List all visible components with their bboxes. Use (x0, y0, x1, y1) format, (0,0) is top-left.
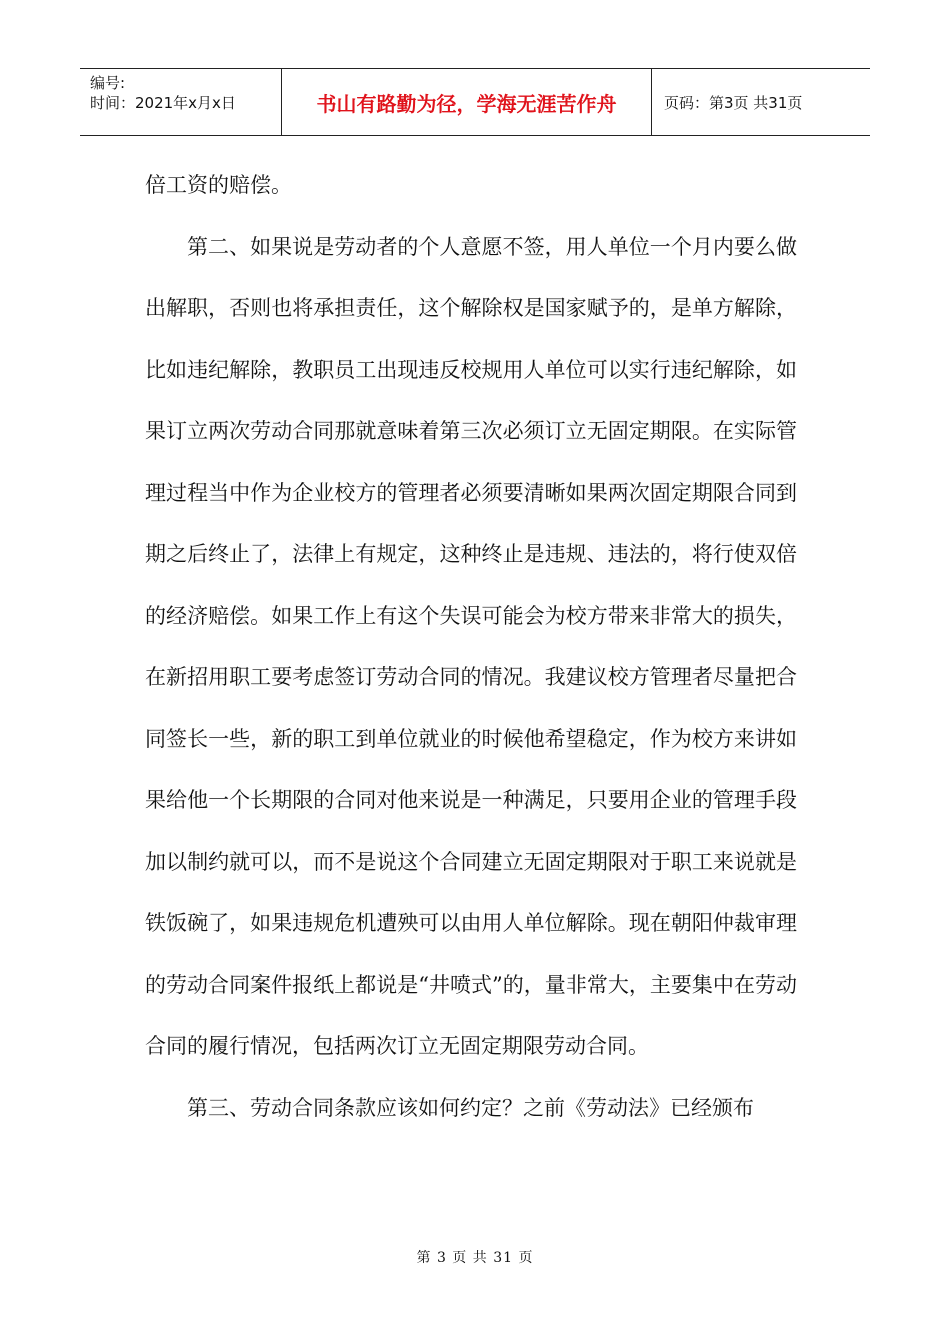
document-number-label: 编号: (90, 74, 126, 92)
paragraph-third-point: 第三、劳动合同条款应该如何约定？之前《劳动法》已经颁布 (187, 1095, 754, 1120)
header-meta (80, 69, 282, 135)
page-footer: 第 3 页 共 31 页 (416, 1250, 534, 1266)
header-motto: 书山有路勤为径，学海无涯苦作舟 (282, 69, 652, 135)
document-date-label: 时间：2021年x月x日 (90, 94, 236, 112)
header-page-info: 页码：第3页 共31页 (664, 93, 803, 112)
paragraph-second-point: 第二、如果说是劳动者的个人意愿不签，用人单位一个月内要么做出解职，否则也将承担责任，这个解除权是国家赋予的，是单方解除，比如违纪解除，教职员工出现违反校规用人单位可以实行违纪解除，如果订立两次劳动合同那就意味着第三次必须订立无固定期限。在实际管理过程当中作为企业校方的管理者必须要清晰如果两次固定期限合同到期之后终止了，法律上有规定，这种终止是违规、违法的，将行使双倍的经济赔偿。如果工作上有这个失误可能会为校方带来非常大的损失，在新招用职工要考虑签订劳动合同的情况。我建议校方管理者尽量把合同签长一些，新的职工到单位就业的时候他希望稳定，作为校方来讲如果给他一个长期限的合同对他来说是一种满足，只要用企业的管理手段加以制约就可以，而不是说这个合同建立无固定期限对于职工来说就是铁饭碗了，如果违规危机遭殃可以由用人单位解除。现在朝阳仲裁审理的劳动合同案件报纸上都说是“井喷式”的，量非常大，主要集中在劳动合同的履行情况，包括两次订立无固定期限劳动合同。 (145, 234, 797, 1058)
paragraph-continuation: 倍工资的赔偿。 (145, 173, 292, 197)
page-header (80, 68, 870, 136)
document-body (145, 155, 797, 1139)
